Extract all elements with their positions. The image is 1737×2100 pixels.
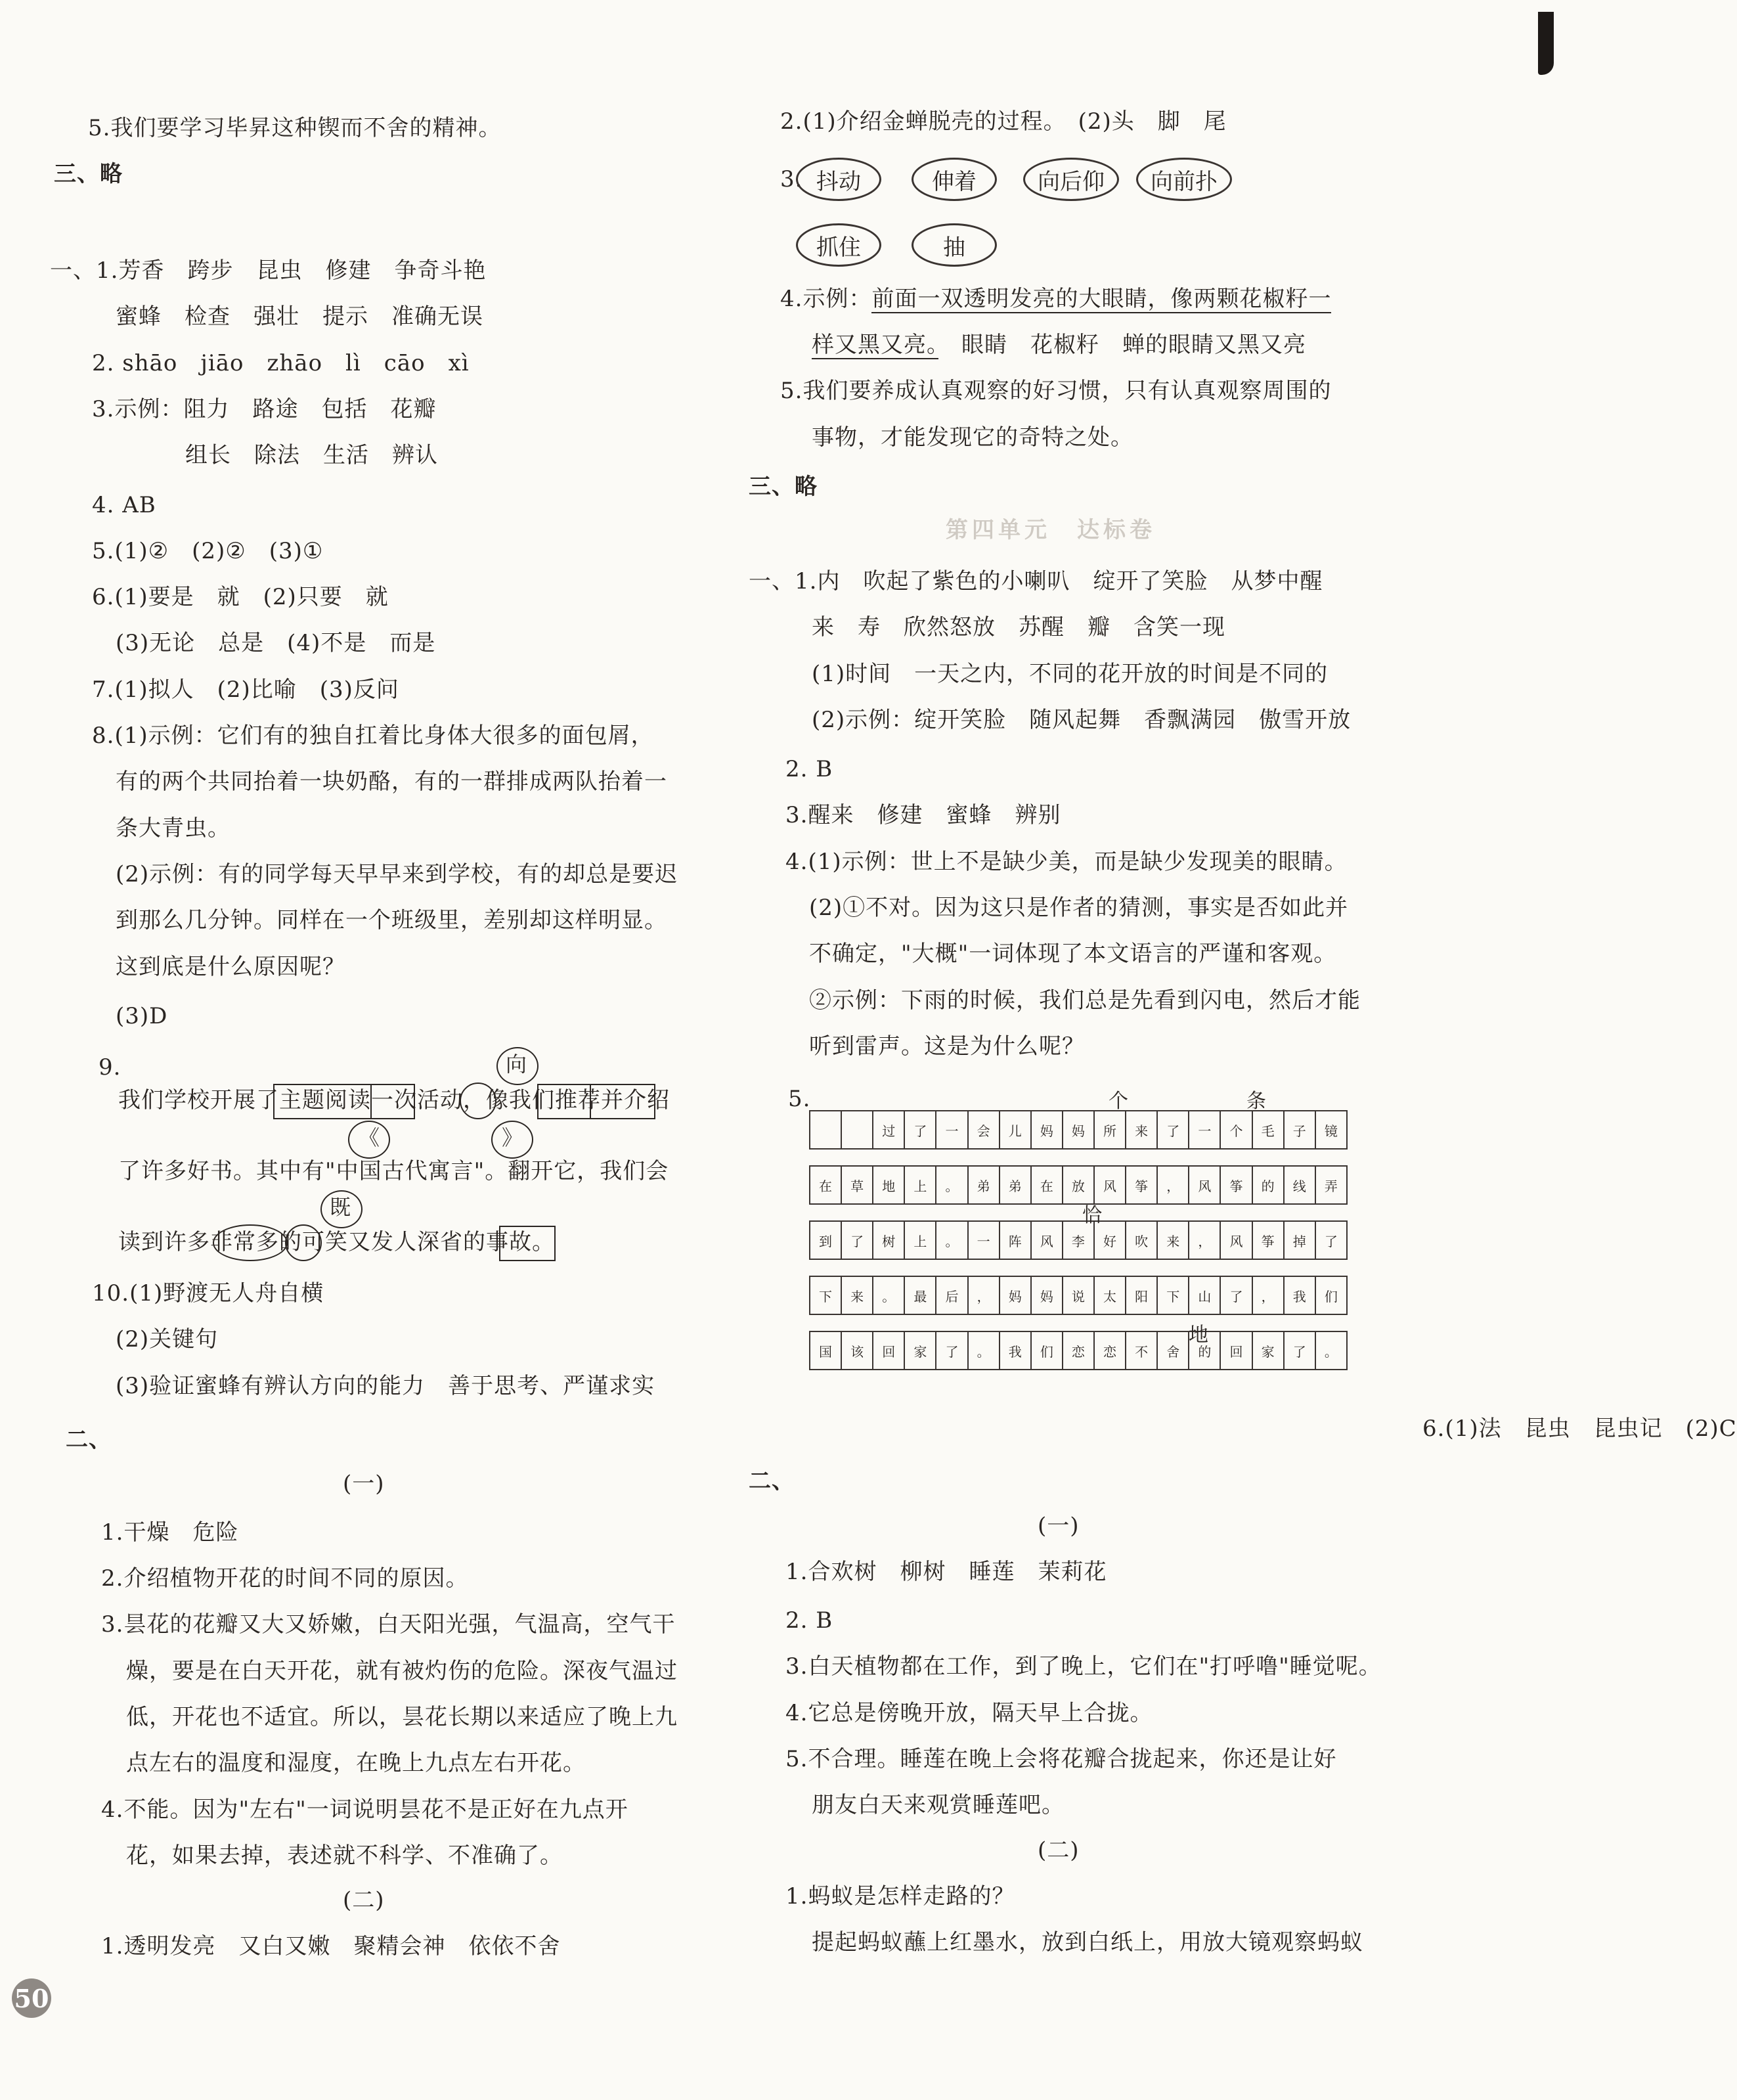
grid-cell: 的	[1189, 1331, 1220, 1370]
grid-cell: 了	[841, 1221, 873, 1259]
grid-cell: 家	[1252, 1331, 1284, 1370]
grid-cell: 该	[841, 1331, 873, 1370]
grid-cell: 我	[1284, 1276, 1315, 1314]
answer-line: 花，如果去掉，表述就不科学、不准确了。	[126, 1843, 563, 1869]
grid-cell: ，	[968, 1276, 1000, 1314]
grid-cell: 恋	[1063, 1331, 1094, 1370]
grid-cell: 会	[968, 1111, 1000, 1149]
page-number: 50	[12, 1978, 51, 2018]
subsection-title: (一)	[1038, 1513, 1080, 1539]
answer-line: 朋友白天来观赏睡莲吧。	[812, 1792, 1065, 1818]
answer-line: 6.(1)法 昆虫 昆虫记 (2)C	[1422, 1416, 1737, 1442]
answer-oval: 抓住	[796, 223, 881, 267]
answer-line: 6.(1)要是 就 (2)只要 就	[92, 584, 389, 610]
answer-line: 3.白天植物都在工作，到了晚上，它们在"打呼噜"睡觉呢。	[785, 1653, 1382, 1680]
grid-gap-row	[810, 1204, 1347, 1221]
subsection-title: (二)	[1038, 1837, 1080, 1864]
answer-line: 1.合欢树 柳树 睡莲 茉莉花	[785, 1559, 1107, 1585]
correction-circle	[285, 1224, 322, 1261]
answer-line: 1.蚂蚁是怎样走路的？	[785, 1883, 1015, 1910]
grid-cell: 妈	[1063, 1111, 1094, 1149]
answer-line: 2.(1)介绍金蝉脱壳的过程。 (2)头 脚 尾	[780, 108, 1227, 135]
answer-line: (3)验证蜜蜂有辨认方向的能力 善于思考、严谨求实	[116, 1373, 655, 1399]
grid-cell: 到	[810, 1221, 841, 1259]
grid-cell: 在	[810, 1166, 841, 1204]
section-heading: 二、	[749, 1468, 795, 1494]
section-heading: 二、	[66, 1427, 112, 1453]
answer-line: (3)无论 总是 (4)不是 而是	[116, 630, 436, 656]
grid-row	[810, 1331, 1347, 1370]
grid-cell: 上	[904, 1221, 936, 1259]
grid-correction-mark: 个	[1109, 1090, 1129, 1113]
answer-line: 蜜蜂 检查 强壮 提示 准确无误	[116, 303, 483, 330]
grid-cell: 筝	[1220, 1166, 1252, 1204]
answer-line: 2.介绍植物开花的时间不同的原因。	[101, 1565, 469, 1592]
grid-cell: 阵	[1000, 1221, 1031, 1259]
grid-cell: 。	[936, 1221, 967, 1259]
underlined-sentence: 样又黑又亮。	[812, 332, 938, 358]
grid-cell: 家	[904, 1331, 936, 1370]
correction-mark: 向	[506, 1052, 528, 1077]
grid-cell: 弟	[1000, 1166, 1031, 1204]
answer-line: 1.透明发亮 又白又嫩 聚精会神 依依不舍	[101, 1933, 561, 1959]
answer-line: 低，开花也不适宜。所以，昙花长期以来适应了晚上九	[126, 1704, 678, 1730]
grid-cell: 树	[873, 1221, 904, 1259]
grid-cell: 的	[1252, 1166, 1284, 1204]
grid-cell: 我	[1000, 1331, 1031, 1370]
grid-cell: 子	[1284, 1111, 1315, 1149]
grid-cell: 吹	[1126, 1221, 1157, 1259]
section-heading: 三、略	[54, 161, 123, 187]
answer-line: (2)示例：绽开笑脸 随风起舞 香飘满园 傲雪开放	[812, 707, 1352, 733]
grid-correction-mark: 地	[1189, 1324, 1209, 1347]
grid-cell: 。	[873, 1276, 904, 1314]
writing-grid	[809, 1110, 1348, 1386]
answer-line: 不确定，"大概"一词体现了本文语言的严谨和客观。	[809, 941, 1337, 967]
answer-line: 来 寿 欣然怒放 苏醒 瓣 含笑一现	[812, 614, 1225, 640]
grid-table	[809, 1110, 1348, 1370]
answer-line: 5.我们要学习毕昇这种锲而不舍的精神。	[88, 115, 502, 141]
grid-row	[810, 1221, 1347, 1259]
grid-cell: 过	[873, 1111, 904, 1149]
answer-text: 眼睛 花椒籽 蝉的眼睛又黑又亮	[938, 332, 1306, 358]
correction-mark: 《	[359, 1125, 381, 1150]
grid-cell: 李	[1063, 1221, 1094, 1259]
grid-correction-mark: 条	[1246, 1090, 1267, 1113]
answer-line: 4. AB	[92, 492, 156, 518]
answer-line	[812, 334, 1306, 356]
answer-line: 听到雷声。这是为什么呢？	[809, 1033, 1085, 1060]
answer-line: 5.(1)② (2)② (3)①	[92, 538, 324, 564]
grid-cell: 风	[1031, 1221, 1063, 1259]
grid-gap-cell	[810, 1314, 1347, 1331]
grid-cell: 来	[1157, 1221, 1189, 1259]
corner-tab-mark	[1538, 12, 1554, 75]
grid-cell: 所	[1094, 1111, 1126, 1149]
grid-cell: 一	[968, 1221, 1000, 1259]
answer-line: 7.(1)拟人 (2)比喻 (3)反问	[92, 677, 399, 703]
grid-cell: 上	[904, 1166, 936, 1204]
answer-line: 5.不合理。睡莲在晚上会将花瓣合拢起来，你还是让好	[785, 1746, 1337, 1772]
correction-box	[370, 1084, 415, 1119]
grid-cell: 来	[1126, 1111, 1157, 1149]
grid-cell: 回	[1220, 1331, 1252, 1370]
grid-row	[810, 1166, 1347, 1204]
grid-cell: 妈	[1000, 1276, 1031, 1314]
answer-line: 4.(1)示例：世上不是缺少美，而是缺少发现美的眼睛。	[785, 849, 1348, 875]
grid-cell: 儿	[1000, 1111, 1031, 1149]
section-heading: 三、略	[749, 474, 818, 500]
answer-line: 这到底是什么原因呢？	[116, 954, 345, 980]
grid-cell: 了	[1157, 1111, 1189, 1149]
grid-cell: 。	[936, 1166, 967, 1204]
grid-cell: ，	[1252, 1276, 1284, 1314]
answer-line: 组长 除法 生活 辨认	[185, 442, 438, 468]
answer-line: ②示例：下雨的时候，我们总是先看到闪电，然后才能	[809, 987, 1361, 1014]
question-number: 5.	[788, 1086, 811, 1112]
grid-cell: 说	[1063, 1276, 1094, 1314]
correction-box	[537, 1084, 591, 1119]
answer-line: 一、1.内 吹起了紫色的小喇叭 绽开了笑脸 从梦中醒	[749, 568, 1323, 594]
answer-oval: 向前扑	[1136, 158, 1232, 201]
grid-gap-cell	[810, 1149, 1347, 1166]
grid-cell: 放	[1063, 1166, 1094, 1204]
correction-mark: 既	[330, 1195, 352, 1220]
answer-oval: 抖动	[796, 158, 881, 201]
answer-line: (1)时间 一天之内，不同的花开放的时间是不同的	[812, 661, 1329, 687]
answer-line: 条大青虫。	[116, 815, 231, 841]
correction-mark: 》	[502, 1125, 524, 1150]
grid-gap-row	[810, 1149, 1347, 1166]
grid-cell: 弄	[1315, 1166, 1347, 1204]
proofread-line: 读到许多非常多的可笑又发人深省的事故。	[118, 1229, 555, 1255]
grid-cell: 们	[1031, 1331, 1063, 1370]
answer-line: 到那么几分钟。同样在一个班级里，差别却这样明显。	[116, 907, 667, 933]
answer-line: 事物，才能发现它的奇特之处。	[812, 424, 1133, 451]
answer-line: 2. B	[785, 756, 833, 782]
answer-line: 一、1.芳香 跨步 昆虫 修建 争奇斗艳	[50, 257, 487, 284]
grid-cell: ，	[1189, 1221, 1220, 1259]
grid-cell: 恋	[1094, 1331, 1126, 1370]
question-number: 3.	[780, 166, 803, 192]
grid-cell: 最	[904, 1276, 936, 1314]
grid-correction-mark: 恰	[1082, 1204, 1103, 1227]
pinyin-line: 2. shāo jiāo zhāo lì cāo xì	[92, 350, 470, 376]
grid-row	[810, 1111, 1347, 1149]
grid-cell: 了	[1284, 1331, 1315, 1370]
answer-line: 3.示例：阻力 路途 包括 花瓣	[92, 396, 437, 422]
answer-line: (2)关键句	[116, 1326, 219, 1352]
grid-cell	[810, 1111, 841, 1149]
grid-cell: 了	[904, 1111, 936, 1149]
answer-line: 4.它总是傍晚开放，隔天早上合拢。	[785, 1700, 1153, 1726]
grid-cell: 下	[1157, 1276, 1189, 1314]
grid-cell: 筝	[1252, 1221, 1284, 1259]
answer-line: (2)①不对。因为这只是作者的猜测，事实是否如此并	[809, 895, 1349, 921]
grid-cell: 掉	[1284, 1221, 1315, 1259]
grid-cell: 风	[1189, 1166, 1220, 1204]
grid-cell: 舍	[1157, 1331, 1189, 1370]
correction-box	[590, 1084, 655, 1119]
grid-cell: 一	[1189, 1111, 1220, 1149]
answer-line: 有的两个共同抬着一块奶酪，有的一群排成两队抬着一	[116, 769, 667, 795]
answer-oval: 抽	[912, 223, 997, 267]
grid-gap-row	[810, 1259, 1347, 1276]
answer-line: 2. B	[785, 1607, 833, 1634]
grid-cell: 国	[810, 1331, 841, 1370]
grid-cell: 在	[1031, 1166, 1063, 1204]
proofread-line: 了许多好书。其中有"中国古代寓言"。翻开它，我们会	[118, 1158, 669, 1184]
answer-line: (3)D	[116, 1003, 168, 1029]
grid-cell: 妈	[1031, 1276, 1063, 1314]
answer-line: 3.昙花的花瓣又大又娇嫩，白天阳光强，气温高，空气干	[101, 1611, 676, 1638]
correction-circle	[213, 1224, 288, 1261]
grid-cell: 们	[1315, 1276, 1347, 1314]
question-number: 9.	[99, 1054, 121, 1081]
grid-cell: 线	[1284, 1166, 1315, 1204]
proofread-line: 我们学校开展了主题阅读一次活动，像我们推荐并介绍	[118, 1087, 670, 1113]
grid-cell: 下	[810, 1276, 841, 1314]
grid-row	[810, 1276, 1347, 1314]
correction-box	[499, 1226, 556, 1261]
answer-oval: 伸着	[912, 158, 997, 201]
grid-gap-row	[810, 1314, 1347, 1331]
answer-line: 燥，要是在白天开花，就有被灼伤的危险。深夜气温过	[126, 1658, 678, 1684]
grid-cell: 。	[968, 1331, 1000, 1370]
underlined-sentence: 前面一双透明发亮的大眼睛，像两颗花椒籽一	[871, 286, 1332, 312]
grid-cell: 不	[1126, 1331, 1157, 1370]
grid-cell: 筝	[1126, 1166, 1157, 1204]
grid-cell: 个	[1220, 1111, 1252, 1149]
answer-line: 提起蚂蚁蘸上红墨水，放到白纸上，用放大镜观察蚂蚁	[812, 1929, 1363, 1955]
grid-cell: ，	[1157, 1166, 1189, 1204]
grid-cell: 妈	[1031, 1111, 1063, 1149]
answer-line: 4.不能。因为"左右"一词说明昙花不是正好在九点开	[101, 1797, 628, 1823]
grid-cell: 了	[1220, 1276, 1252, 1314]
grid-cell: 风	[1094, 1166, 1126, 1204]
answer-line: 1.干燥 危险	[101, 1519, 239, 1546]
grid-cell: 镜	[1315, 1111, 1347, 1149]
grid-cell: 了	[936, 1331, 967, 1370]
grid-cell: 阳	[1126, 1276, 1157, 1314]
answer-line: 3.醒来 修建 蜜蜂 辨别	[785, 802, 1061, 828]
grid-cell: 回	[873, 1331, 904, 1370]
subsection-title: (二)	[343, 1887, 385, 1913]
grid-gap-cell	[810, 1259, 1347, 1276]
unit-heading: 第四单元 达标卷	[946, 517, 1156, 543]
grid-gap-cell	[810, 1204, 1347, 1221]
answer-line: 10.(1)野渡无人舟自横	[92, 1280, 324, 1307]
grid-cell: 好	[1094, 1221, 1126, 1259]
grid-cell: 一	[936, 1111, 967, 1149]
answer-line	[780, 288, 1331, 310]
subsection-title: (一)	[343, 1471, 385, 1497]
answer-line: 8.(1)示例：它们有的独自扛着比身体大很多的面包屑，	[92, 723, 654, 749]
answer-line: (2)示例：有的同学每天早早来到学校，有的却总是要迟	[116, 861, 678, 887]
grid-cell: 风	[1220, 1221, 1252, 1259]
answer-line: 5.我们要养成认真观察的好习惯，只有认真观察周围的	[780, 378, 1332, 404]
answer-oval: 向后仰	[1023, 158, 1119, 201]
answer-prefix: 4.示例：	[780, 286, 872, 312]
grid-cell: 后	[936, 1276, 967, 1314]
grid-cell: 草	[841, 1166, 873, 1204]
grid-cell	[841, 1111, 873, 1149]
grid-cell: 太	[1094, 1276, 1126, 1314]
grid-cell: 地	[873, 1166, 904, 1204]
grid-cell: 来	[841, 1276, 873, 1314]
answer-line: 点左右的温度和湿度，在晚上九点左右开花。	[126, 1750, 586, 1776]
grid-cell: 毛	[1252, 1111, 1284, 1149]
correction-circle	[460, 1083, 496, 1119]
grid-cell: 山	[1189, 1276, 1220, 1314]
grid-cell: 了	[1315, 1221, 1347, 1259]
grid-cell: 。	[1315, 1331, 1347, 1370]
grid-cell: 弟	[968, 1166, 1000, 1204]
correction-box	[273, 1084, 372, 1119]
